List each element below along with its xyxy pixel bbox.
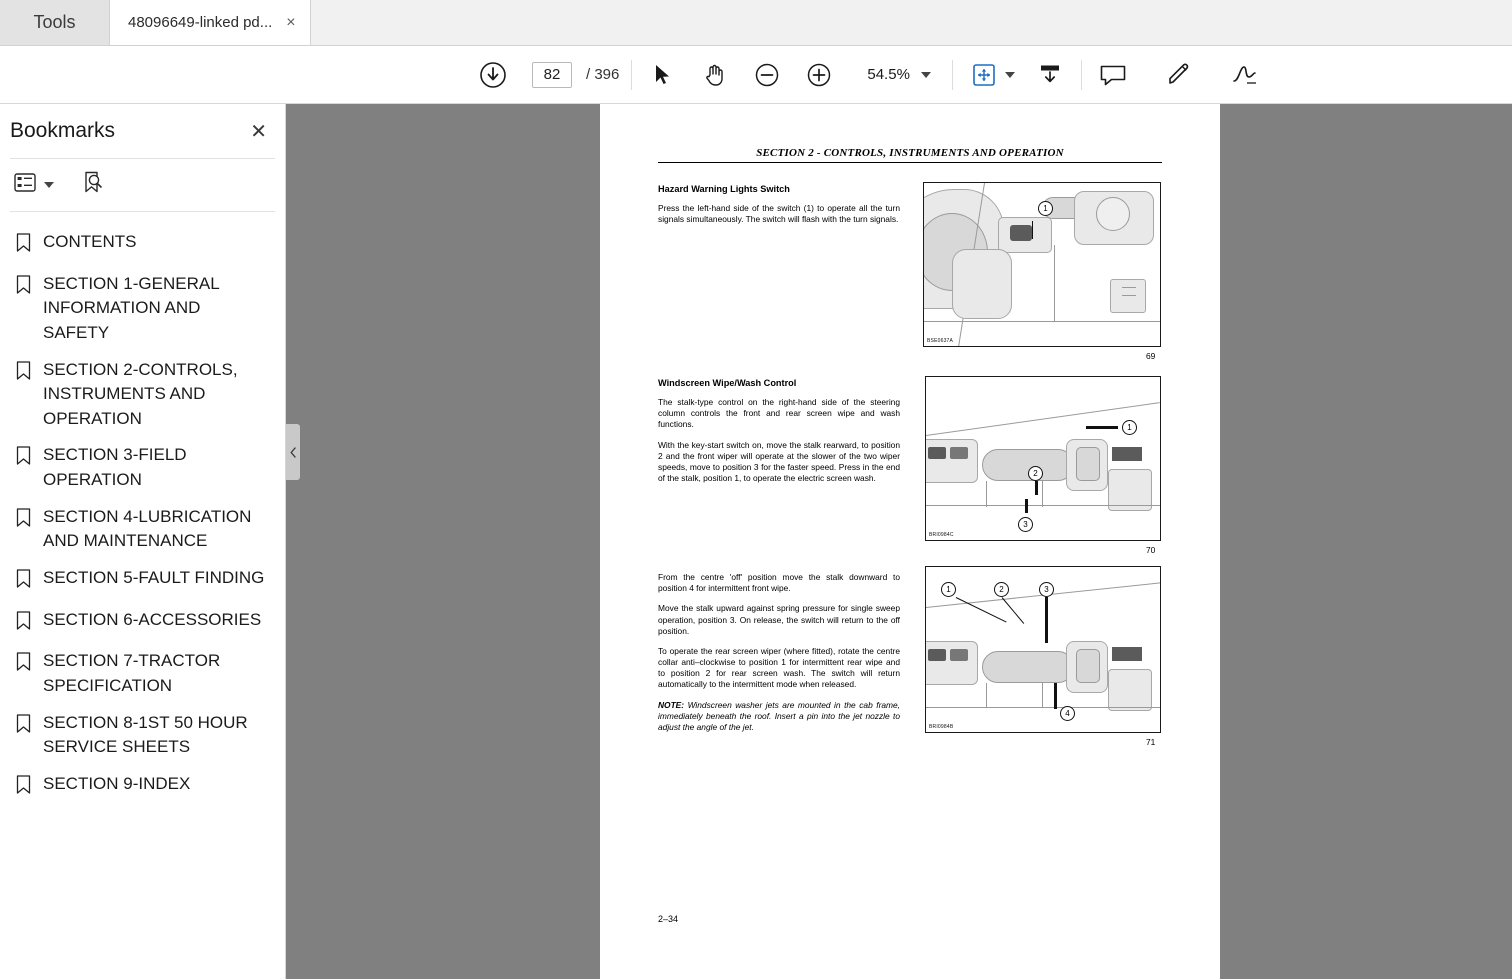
bookmark-list — [0, 212, 285, 808]
bookmark-icon — [16, 361, 31, 388]
pdf-page — [600, 104, 1220, 979]
zoom-level-value: 54.5% — [867, 66, 910, 83]
bookmark-item-section-8[interactable] — [0, 705, 285, 766]
toolbar-divider — [631, 60, 632, 90]
bookmark-item-contents[interactable] — [0, 224, 285, 266]
section-paragraph: To operate the rear screen wiper (where fitted), rotate the centre collar anti–clockwise to position 1 for intermittent rear wipe and to position 2 for rear screen wash. The switch will return automatically to the intermittent mode when released. — [658, 645, 900, 690]
bookmark-icon — [16, 446, 31, 473]
zoom-level-dropdown[interactable] — [856, 60, 940, 90]
toolbar-divider-2 — [952, 60, 953, 90]
note-prefix: NOTE: — [658, 699, 685, 710]
figure-number: 69 — [1146, 351, 1156, 361]
bookmark-item-section-9[interactable] — [0, 766, 285, 808]
bookmark-icon — [16, 611, 31, 638]
bookmark-item-section-5[interactable] — [0, 560, 285, 602]
sidebar-title: Bookmarks — [10, 119, 116, 142]
figure-callout: 3 — [1018, 517, 1033, 532]
close-icon[interactable]: ✕ — [250, 120, 267, 143]
page-total-label: / 396 — [586, 66, 620, 83]
bookmark-icon — [16, 508, 31, 535]
bookmark-icon — [16, 233, 31, 260]
figure-code: BSE0637A — [927, 338, 954, 344]
figure-callout: 2 — [1028, 466, 1043, 481]
bookmark-item-section-3[interactable] — [0, 437, 285, 498]
toolbar-divider-3 — [1081, 60, 1082, 90]
bookmark-label: SECTION 5-FAULT FINDING — [43, 568, 265, 588]
list-options-icon — [14, 172, 40, 199]
bookmark-item-section-4[interactable] — [0, 499, 285, 560]
section-paragraph: With the key-start switch on, move the stalk rearward, to position 2 and the front wiper will operate at the slower of the two wiper speeds, move to position 3 for the faster speed. Press in the end of the stalk, position 1, to operate the electric screen wash. — [658, 439, 900, 484]
bookmark-label: SECTION 2-CONTROLS, INSTRUMENTS AND OPERATION — [43, 359, 238, 428]
figure-callout: 4 — [1060, 706, 1075, 721]
hand-pan-icon[interactable] — [696, 56, 734, 94]
bookmark-label: SECTION 4-LUBRICATION AND MAINTENANCE — [43, 506, 252, 551]
bookmark-icon — [16, 775, 31, 802]
bookmark-icon — [16, 714, 31, 741]
comment-icon[interactable] — [1094, 56, 1132, 94]
bookmarks-sidebar — [0, 104, 286, 979]
document-tab[interactable] — [110, 0, 311, 45]
bookmark-item-section-1[interactable] — [0, 266, 285, 352]
sidebar-header — [0, 104, 285, 158]
bookmark-label: SECTION 6-ACCESSORIES — [43, 609, 262, 629]
bookmark-icon — [16, 569, 31, 596]
figure-wiper-stalk-1 — [925, 376, 1161, 541]
bookmark-label: CONTENTS — [43, 232, 137, 251]
sidebar-collapse-handle[interactable] — [286, 424, 300, 480]
section-paragraph: Move the stalk upward against spring pressure for single sweep operation, position 3. On release, the switch will return to the off position. — [658, 603, 900, 636]
save-to-device-icon[interactable] — [1031, 56, 1069, 94]
toolbar — [0, 46, 1512, 104]
section-note — [658, 700, 900, 734]
chevron-down-icon — [921, 72, 931, 78]
figure-code: BRI0984B — [929, 724, 954, 730]
download-arrow-icon[interactable] — [474, 56, 512, 94]
page-footer: 2–34 — [658, 914, 679, 924]
running-head: SECTION 2 - CONTROLS, INSTRUMENTS AND OPERATION — [658, 147, 1162, 163]
new-bookmark-button[interactable] — [80, 170, 106, 201]
bookmark-label: SECTION 1-GENERAL INFORMATION AND SAFETY — [43, 273, 220, 342]
section-paragraph: The stalk-type control on the right-hand side of the steering column controls the front and rear screen wipe and wash functions. — [658, 397, 900, 430]
fit-page-chevron-down-icon[interactable] — [1005, 72, 1015, 78]
page-number-input[interactable] — [532, 62, 572, 88]
section-heading-wiper: Windscreen Wipe/Wash Control — [658, 378, 797, 388]
list-options-button[interactable] — [14, 172, 54, 199]
bookmark-label: SECTION 9-INDEX — [43, 773, 191, 793]
note-text: Windscreen washer jets are mounted in the cab frame, immediately beneath the roof. Insert a pin into the jet nozzle to adjust the angle of the jet. — [658, 699, 900, 732]
sidebar-toolbar — [10, 158, 275, 212]
sign-icon[interactable] — [1226, 56, 1264, 94]
bookmark-item-section-7[interactable] — [0, 643, 285, 704]
pdf-viewer[interactable] — [286, 104, 1512, 979]
page-number-value: 82 — [543, 66, 561, 83]
close-tab-icon[interactable]: × — [286, 13, 296, 31]
bookmark-label: SECTION 3-FIELD OPERATION — [43, 445, 187, 490]
figure-callout: 1 — [1038, 201, 1053, 216]
new-bookmark-icon — [80, 170, 106, 201]
tools-tab[interactable] — [0, 0, 110, 45]
figure-callout: 1 — [941, 582, 956, 597]
section-paragraph: Press the left-hand side of the switch (1) to operate all the turn signals simultaneously. The switch will flash with the turn signals. — [658, 203, 900, 225]
figure-number: 71 — [1146, 737, 1156, 747]
figure-callout: 3 — [1039, 582, 1054, 597]
document-tab-label: 48096649-linked pd... — [128, 14, 273, 31]
figure-wiper-stalk-2 — [925, 566, 1161, 733]
bookmark-icon — [16, 652, 31, 679]
bookmark-label: SECTION 7-TRACTOR SPECIFICATION — [43, 651, 221, 695]
bookmark-item-section-2[interactable] — [0, 352, 285, 438]
tools-tab-label: Tools — [33, 12, 76, 32]
figure-callout: 2 — [994, 582, 1009, 597]
cursor-select-icon[interactable] — [644, 56, 682, 94]
section-paragraph: From the centre 'off' position move the stalk downward to position 4 for intermittent front wipe. — [658, 572, 900, 594]
highlight-pen-icon[interactable] — [1160, 56, 1198, 94]
bookmark-icon — [16, 275, 31, 302]
figure-hazard-switch — [923, 182, 1161, 347]
tab-bar — [0, 0, 1512, 46]
chevron-down-icon — [44, 182, 54, 188]
figure-code: BRI0984C — [929, 532, 954, 538]
zoom-in-icon[interactable] — [800, 56, 838, 94]
figure-callout: 1 — [1122, 420, 1137, 435]
figure-number: 70 — [1146, 545, 1156, 555]
bookmark-label: SECTION 8-1ST 50 HOUR SERVICE SHEETS — [43, 712, 248, 757]
fit-page-icon[interactable] — [965, 56, 1003, 94]
zoom-out-icon[interactable] — [748, 56, 786, 94]
section-heading-hazard: Hazard Warning Lights Switch — [658, 184, 790, 194]
bookmark-item-section-6[interactable] — [0, 602, 285, 644]
